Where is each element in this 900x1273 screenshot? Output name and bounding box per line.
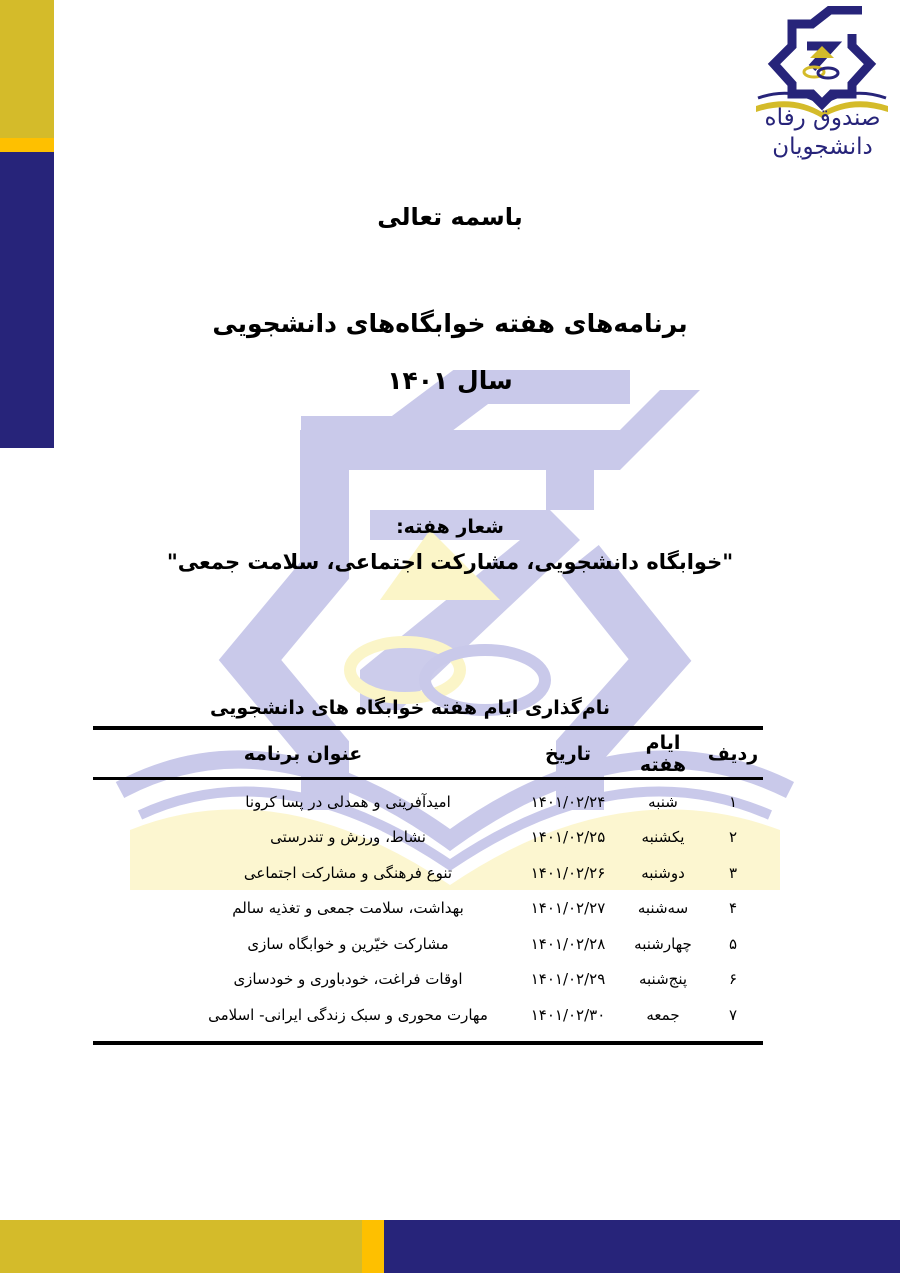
row-title: تنوع فرهنگی و مشارکت اجتماعی xyxy=(243,863,453,882)
header-title: عنوان برنامه xyxy=(243,742,363,765)
table-row xyxy=(93,962,763,998)
row-date: ۱۴۰۱/۰۲/۲۹ xyxy=(530,970,606,989)
slogan-text: "خوابگاه دانشجویی، مشارکت اجتماعی، سلامت جمعی" xyxy=(166,550,734,574)
row-day: پنج‌شنبه xyxy=(638,970,688,989)
table-row xyxy=(93,997,763,1033)
row-index: ۳ xyxy=(728,863,738,882)
row-index: ۲ xyxy=(728,828,738,847)
org-name-line1: صندوق رفاه xyxy=(764,105,881,131)
invocation: باسمه تعالی xyxy=(377,203,523,231)
row-day: شنبه xyxy=(648,792,678,811)
row-index: ۶ xyxy=(728,970,738,989)
row-index: ۷ xyxy=(728,1005,738,1024)
row-date: ۱۴۰۱/۰۲/۲۴ xyxy=(530,792,606,811)
row-title: بهداشت، سلامت جمعی و تغذیه سالم xyxy=(232,899,464,918)
table-header-row xyxy=(93,730,763,777)
table-caption: نام‌گذاری ایام هفته خوابگاه های دانشجویی xyxy=(209,697,611,719)
header-index: ردیف xyxy=(707,742,759,765)
table-bottom-rule xyxy=(93,1041,763,1045)
slogan-label: شعار هفته: xyxy=(396,516,504,538)
page-title: برنامه‌های هفته خوابگاه‌های دانشجویی xyxy=(212,309,688,338)
row-date: ۱۴۰۱/۰۲/۲۶ xyxy=(530,863,606,882)
table-row xyxy=(93,926,763,962)
row-day: دوشنبه xyxy=(641,863,685,882)
row-day: یکشنبه xyxy=(641,828,685,847)
row-title: امیدآفرینی و همدلی در پسا کرونا xyxy=(245,792,451,811)
table-row xyxy=(93,820,763,856)
row-title: مشارکت خیّرین و خوابگاه سازی xyxy=(247,934,449,953)
row-index: ۵ xyxy=(728,934,738,953)
header-date: تاریخ xyxy=(544,742,592,765)
row-day: جمعه xyxy=(646,1005,680,1024)
row-date: ۱۴۰۱/۰۲/۲۷ xyxy=(530,899,606,918)
header-day: ایام هفته xyxy=(639,731,687,776)
row-title: نشاط، ورزش و تندرستی xyxy=(270,828,426,847)
program-table xyxy=(93,726,763,1045)
table-row xyxy=(93,891,763,927)
row-day: سه‌شنبه xyxy=(637,899,689,918)
row-title: مهارت محوری و سبک زندگی ایرانی- اسلامی xyxy=(208,1005,488,1024)
table-row xyxy=(93,855,763,891)
table-header-rule xyxy=(93,777,763,780)
row-title: اوقات فراغت، خودباوری و خودسازی xyxy=(233,970,463,989)
row-date: ۱۴۰۱/۰۲/۲۵ xyxy=(530,828,606,847)
row-day: چهارشنبه xyxy=(634,934,692,953)
row-date: ۱۴۰۱/۰۲/۳۰ xyxy=(530,1005,606,1024)
row-index: ۴ xyxy=(728,899,738,918)
org-name-line2: دانشجویان xyxy=(772,134,873,160)
row-index: ۱ xyxy=(728,792,738,811)
table-row xyxy=(93,784,763,820)
year-label: سال ۱۴۰۱ xyxy=(387,366,513,395)
row-date: ۱۴۰۱/۰۲/۲۸ xyxy=(530,934,606,953)
